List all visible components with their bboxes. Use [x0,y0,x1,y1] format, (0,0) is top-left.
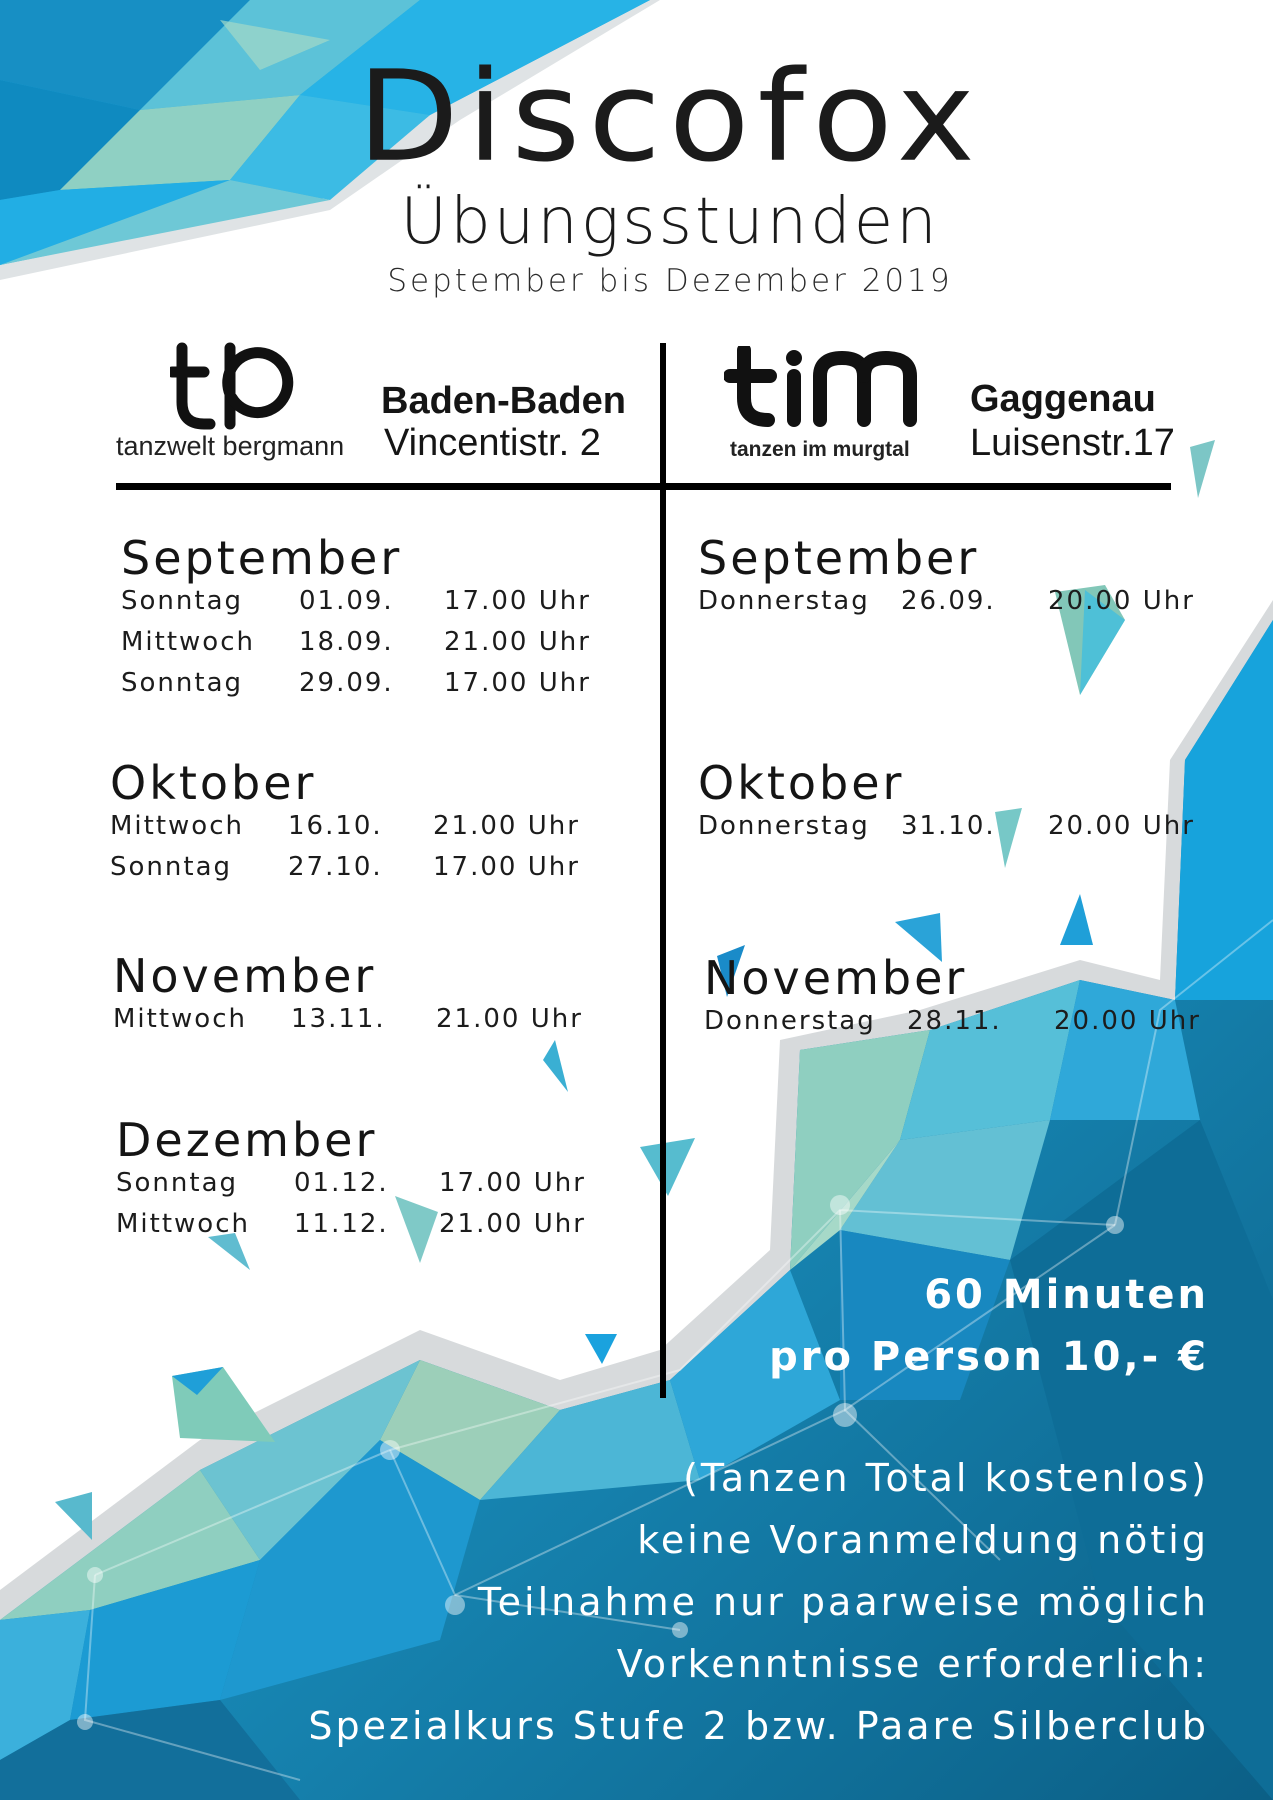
time: 21.00 Uhr [439,1209,586,1239]
day: Donnerstag [698,811,870,841]
date-range: September bis Dezember 2019 [387,263,953,299]
time: 17.00 Uhr [433,852,580,882]
month-name: Oktober [698,756,905,810]
baden-baden-street: Vincentistr. 2 [384,422,601,464]
vertical-divider [660,343,666,1398]
day: Donnerstag [698,586,870,616]
month-name: Dezember [116,1113,378,1167]
day: Mittwoch [113,1004,247,1034]
date: 13.11. [291,1004,386,1034]
baden-month-september [121,530,591,709]
time: 21.00 Uhr [444,627,591,657]
time: 17.00 Uhr [444,668,591,698]
baden-month-oktober [110,755,580,893]
schedule-row [116,1209,586,1250]
tanzen-im-murgtal-logo [724,346,926,428]
time: 17.00 Uhr [439,1168,586,1198]
month-name: November [704,951,968,1005]
gaggenau-month-november [704,950,1201,1047]
note-free: (Tanzen Total kostenlos) [683,1456,1209,1500]
note-pairs-only: Teilnahme nur paarweise möglich [477,1580,1209,1624]
day: Mittwoch [110,811,244,841]
tanzwelt-bergmann-name: tanzwelt bergmann [116,431,345,461]
baden-month-november [113,948,583,1045]
time: 21.00 Uhr [436,1004,583,1034]
schedule-row [110,852,580,893]
date: 18.09. [299,627,394,657]
baden-month-dezember [116,1112,586,1250]
note-prerequisites: Vorkenntnisse erforderlich: [616,1642,1209,1686]
date: 29.09. [299,668,394,698]
time: 21.00 Uhr [433,811,580,841]
month-name: September [121,531,403,585]
schedule-row [113,1004,583,1045]
time: 17.00 Uhr [444,586,591,616]
day: Donnerstag [704,1006,876,1036]
gaggenau-street: Luisenstr.17 [970,422,1175,464]
baden-baden-city: Baden-Baden [381,380,626,422]
day: Mittwoch [121,627,255,657]
tanzwelt-bergmann-logo [170,342,300,432]
month-name: Oktober [110,756,317,810]
date: 11.12. [294,1209,389,1239]
day: Sonntag [116,1168,238,1198]
schedule-row [121,627,591,668]
date: 01.12. [294,1168,389,1198]
schedule-row [704,1006,1201,1047]
horizontal-divider [116,483,1171,490]
time: 20.00 Uhr [1054,1006,1201,1036]
date: 31.10. [901,811,996,841]
gaggenau-month-september [698,530,1195,627]
schedule-row [121,668,591,709]
date: 01.09. [299,586,394,616]
schedule-row [698,586,1195,627]
date: 28.11. [907,1006,1002,1036]
schedule-row [116,1168,586,1209]
time: 20.00 Uhr [1048,811,1195,841]
session-duration: 60 Minuten [924,1272,1209,1318]
date: 16.10. [288,811,383,841]
gaggenau-month-oktober [698,755,1195,852]
gaggenau-city: Gaggenau [970,378,1156,420]
poster-title: Discofox [357,43,983,191]
note-no-registration: keine Voranmeldung nötig [637,1518,1209,1562]
poster-subtitle: Übungsstunden [400,185,940,259]
tanzen-im-murgtal-name: tanzen im murgtal [730,438,910,461]
day: Sonntag [121,668,243,698]
day: Mittwoch [116,1209,250,1239]
schedule-row [110,811,580,852]
date: 27.10. [288,852,383,882]
schedule-row [698,811,1195,852]
date: 26.09. [901,586,996,616]
day: Sonntag [121,586,243,616]
note-special-course: Spezialkurs Stufe 2 bzw. Paare Silberclub [308,1704,1209,1748]
month-name: September [698,531,980,585]
day: Sonntag [110,852,232,882]
session-price: pro Person 10,- € [769,1334,1209,1380]
time: 20.00 Uhr [1048,586,1195,616]
schedule-row [121,586,591,627]
month-name: November [113,949,377,1003]
